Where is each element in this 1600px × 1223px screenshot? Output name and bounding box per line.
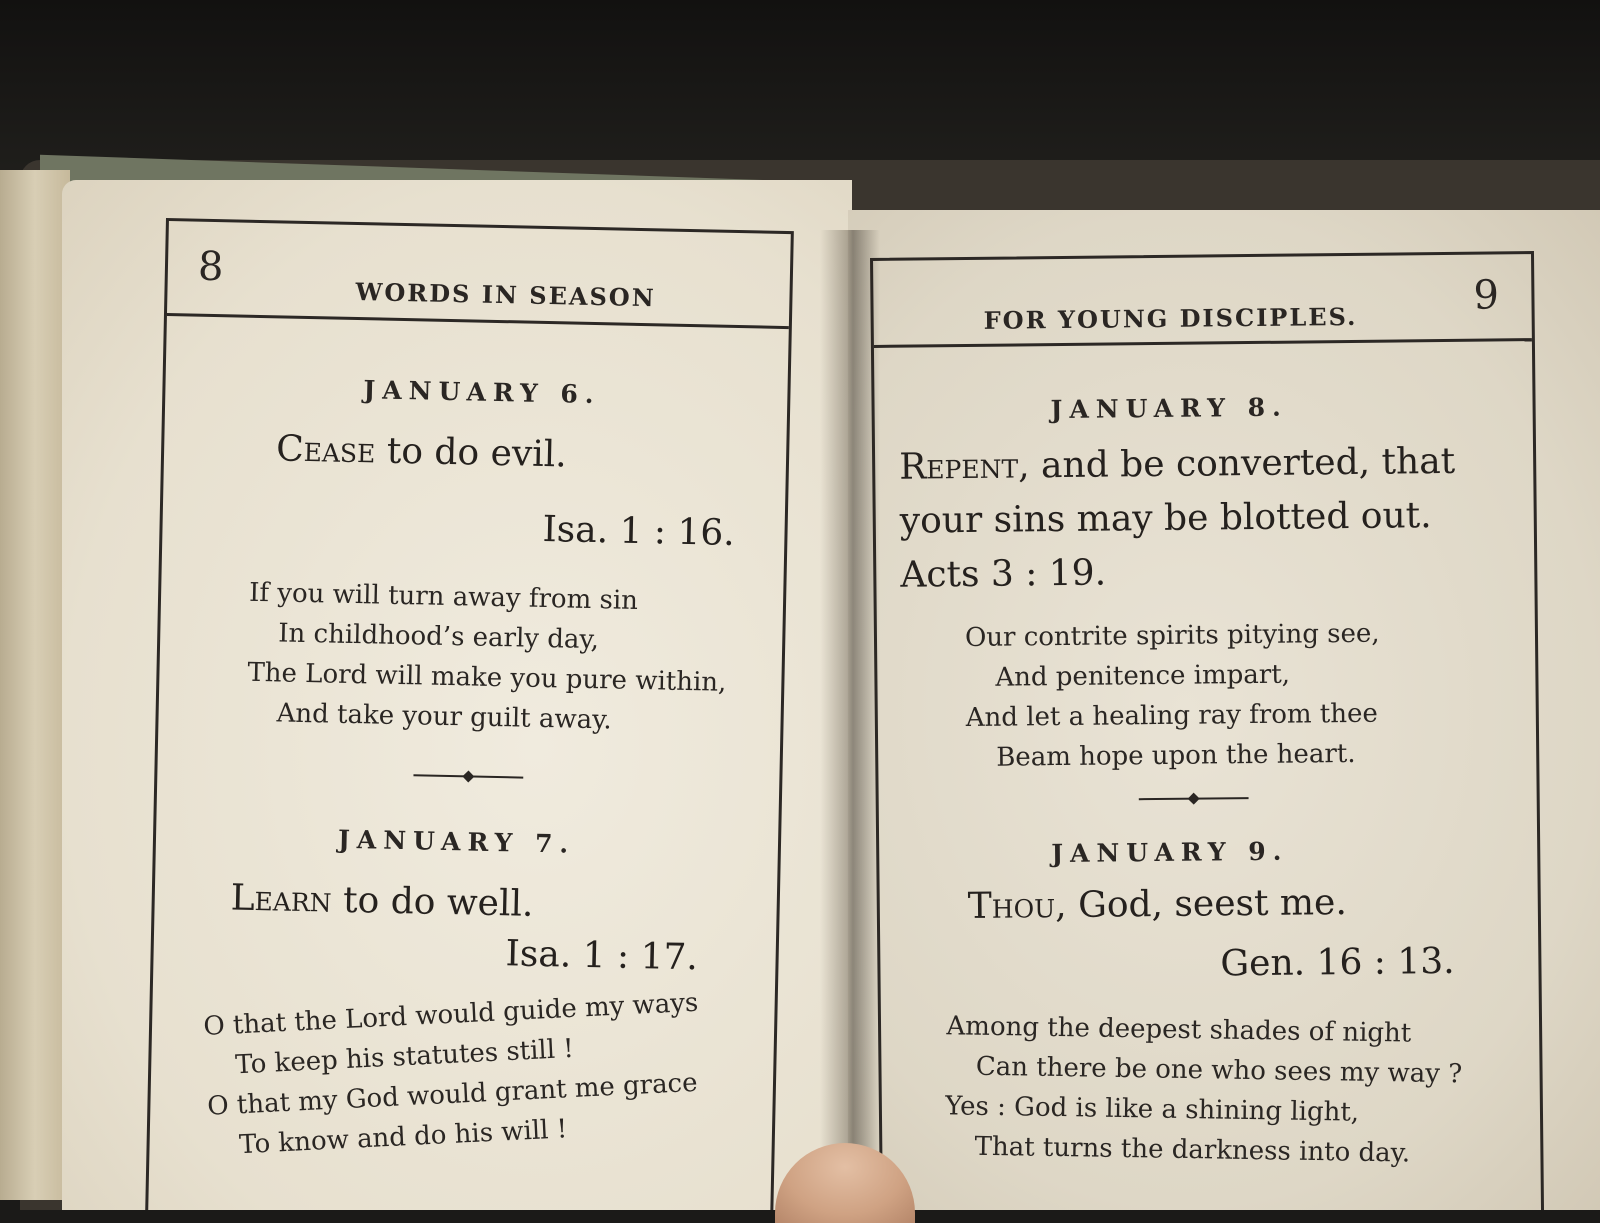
scripture-reference: Gen. 16 : 13.	[1220, 940, 1455, 985]
book-gutter	[820, 230, 880, 1210]
scripture-verse	[276, 428, 567, 475]
poem-line: Our contrite spirits pitying see,	[964, 618, 1380, 654]
scripture-reference: Acts 3 : 19.	[900, 552, 1107, 596]
entry-date: JANUARY 6.	[363, 375, 601, 410]
poem-line: And take your guilt away.	[276, 698, 612, 736]
header-rule	[167, 313, 789, 329]
verse-lead-word: Learn	[230, 877, 333, 921]
entry-date: JANUARY 8.	[1050, 392, 1288, 425]
page-number: 8	[197, 243, 224, 291]
header-rule	[874, 338, 1532, 348]
entry-date: JANUARY 9.	[1051, 836, 1289, 869]
verse-lead-word: Repent	[898, 445, 1019, 488]
scripture-reference: Isa. 1 : 16.	[542, 508, 736, 554]
verse-lead-word: Thou	[967, 885, 1056, 928]
verse-text: to do evil.	[374, 430, 568, 476]
poem	[202, 983, 705, 1167]
poem-line: In childhood’s early day,	[278, 618, 600, 656]
running-head: WORDS IN SEASON	[355, 276, 656, 313]
scripture-reference: Isa. 1 : 17.	[505, 933, 699, 979]
poem-line: To know and do his will !	[238, 1114, 568, 1161]
poem	[944, 1006, 1463, 1174]
running-head: FOR YOUNG DISCIPLES.	[983, 301, 1358, 335]
scripture-verse	[899, 441, 1455, 488]
poem-line: O that the Lord would guide my ways	[202, 987, 699, 1042]
poem-line: The Lord will make you pure within,	[247, 657, 727, 698]
ornament-divider	[1139, 791, 1249, 806]
right-page	[848, 210, 1600, 1210]
scripture-verse-line: your sins may be blotted out.	[899, 495, 1432, 542]
poem-line: To keep his statutes still !	[234, 1033, 575, 1081]
ornament-divider	[413, 768, 523, 784]
poem-line: Yes : God is like a shining light,	[945, 1091, 1360, 1128]
page-block-edge	[0, 170, 70, 1200]
page-number: 9	[1473, 272, 1500, 319]
poem-line: And penitence impart,	[995, 659, 1291, 693]
verse-lead-word: Cease	[275, 428, 376, 472]
right-page-frame	[870, 251, 1544, 1210]
poem-line: That turns the darkness into day.	[974, 1131, 1411, 1169]
poem	[246, 573, 728, 743]
entry-date: JANUARY 7.	[337, 824, 576, 859]
poem-line: Beam hope upon the heart.	[996, 738, 1356, 773]
poem-line: If you will turn away from sin	[248, 577, 639, 616]
verse-text: , God, seest me.	[1054, 882, 1347, 927]
verse-text: , and be converted, that	[1017, 440, 1456, 487]
scripture-verse	[230, 878, 533, 925]
poem	[965, 614, 1381, 778]
poem-line: And let a healing ray from thee	[965, 698, 1378, 734]
left-page	[62, 180, 852, 1210]
left-page-frame	[145, 218, 794, 1210]
poem-line: O that my God would grant me grace	[206, 1067, 699, 1122]
verse-text: to do well.	[331, 879, 534, 925]
scripture-verse	[968, 882, 1347, 927]
poem-line: Among the deepest shades of night	[946, 1011, 1412, 1049]
poem-line: Can there be one who sees my way ?	[975, 1051, 1463, 1090]
